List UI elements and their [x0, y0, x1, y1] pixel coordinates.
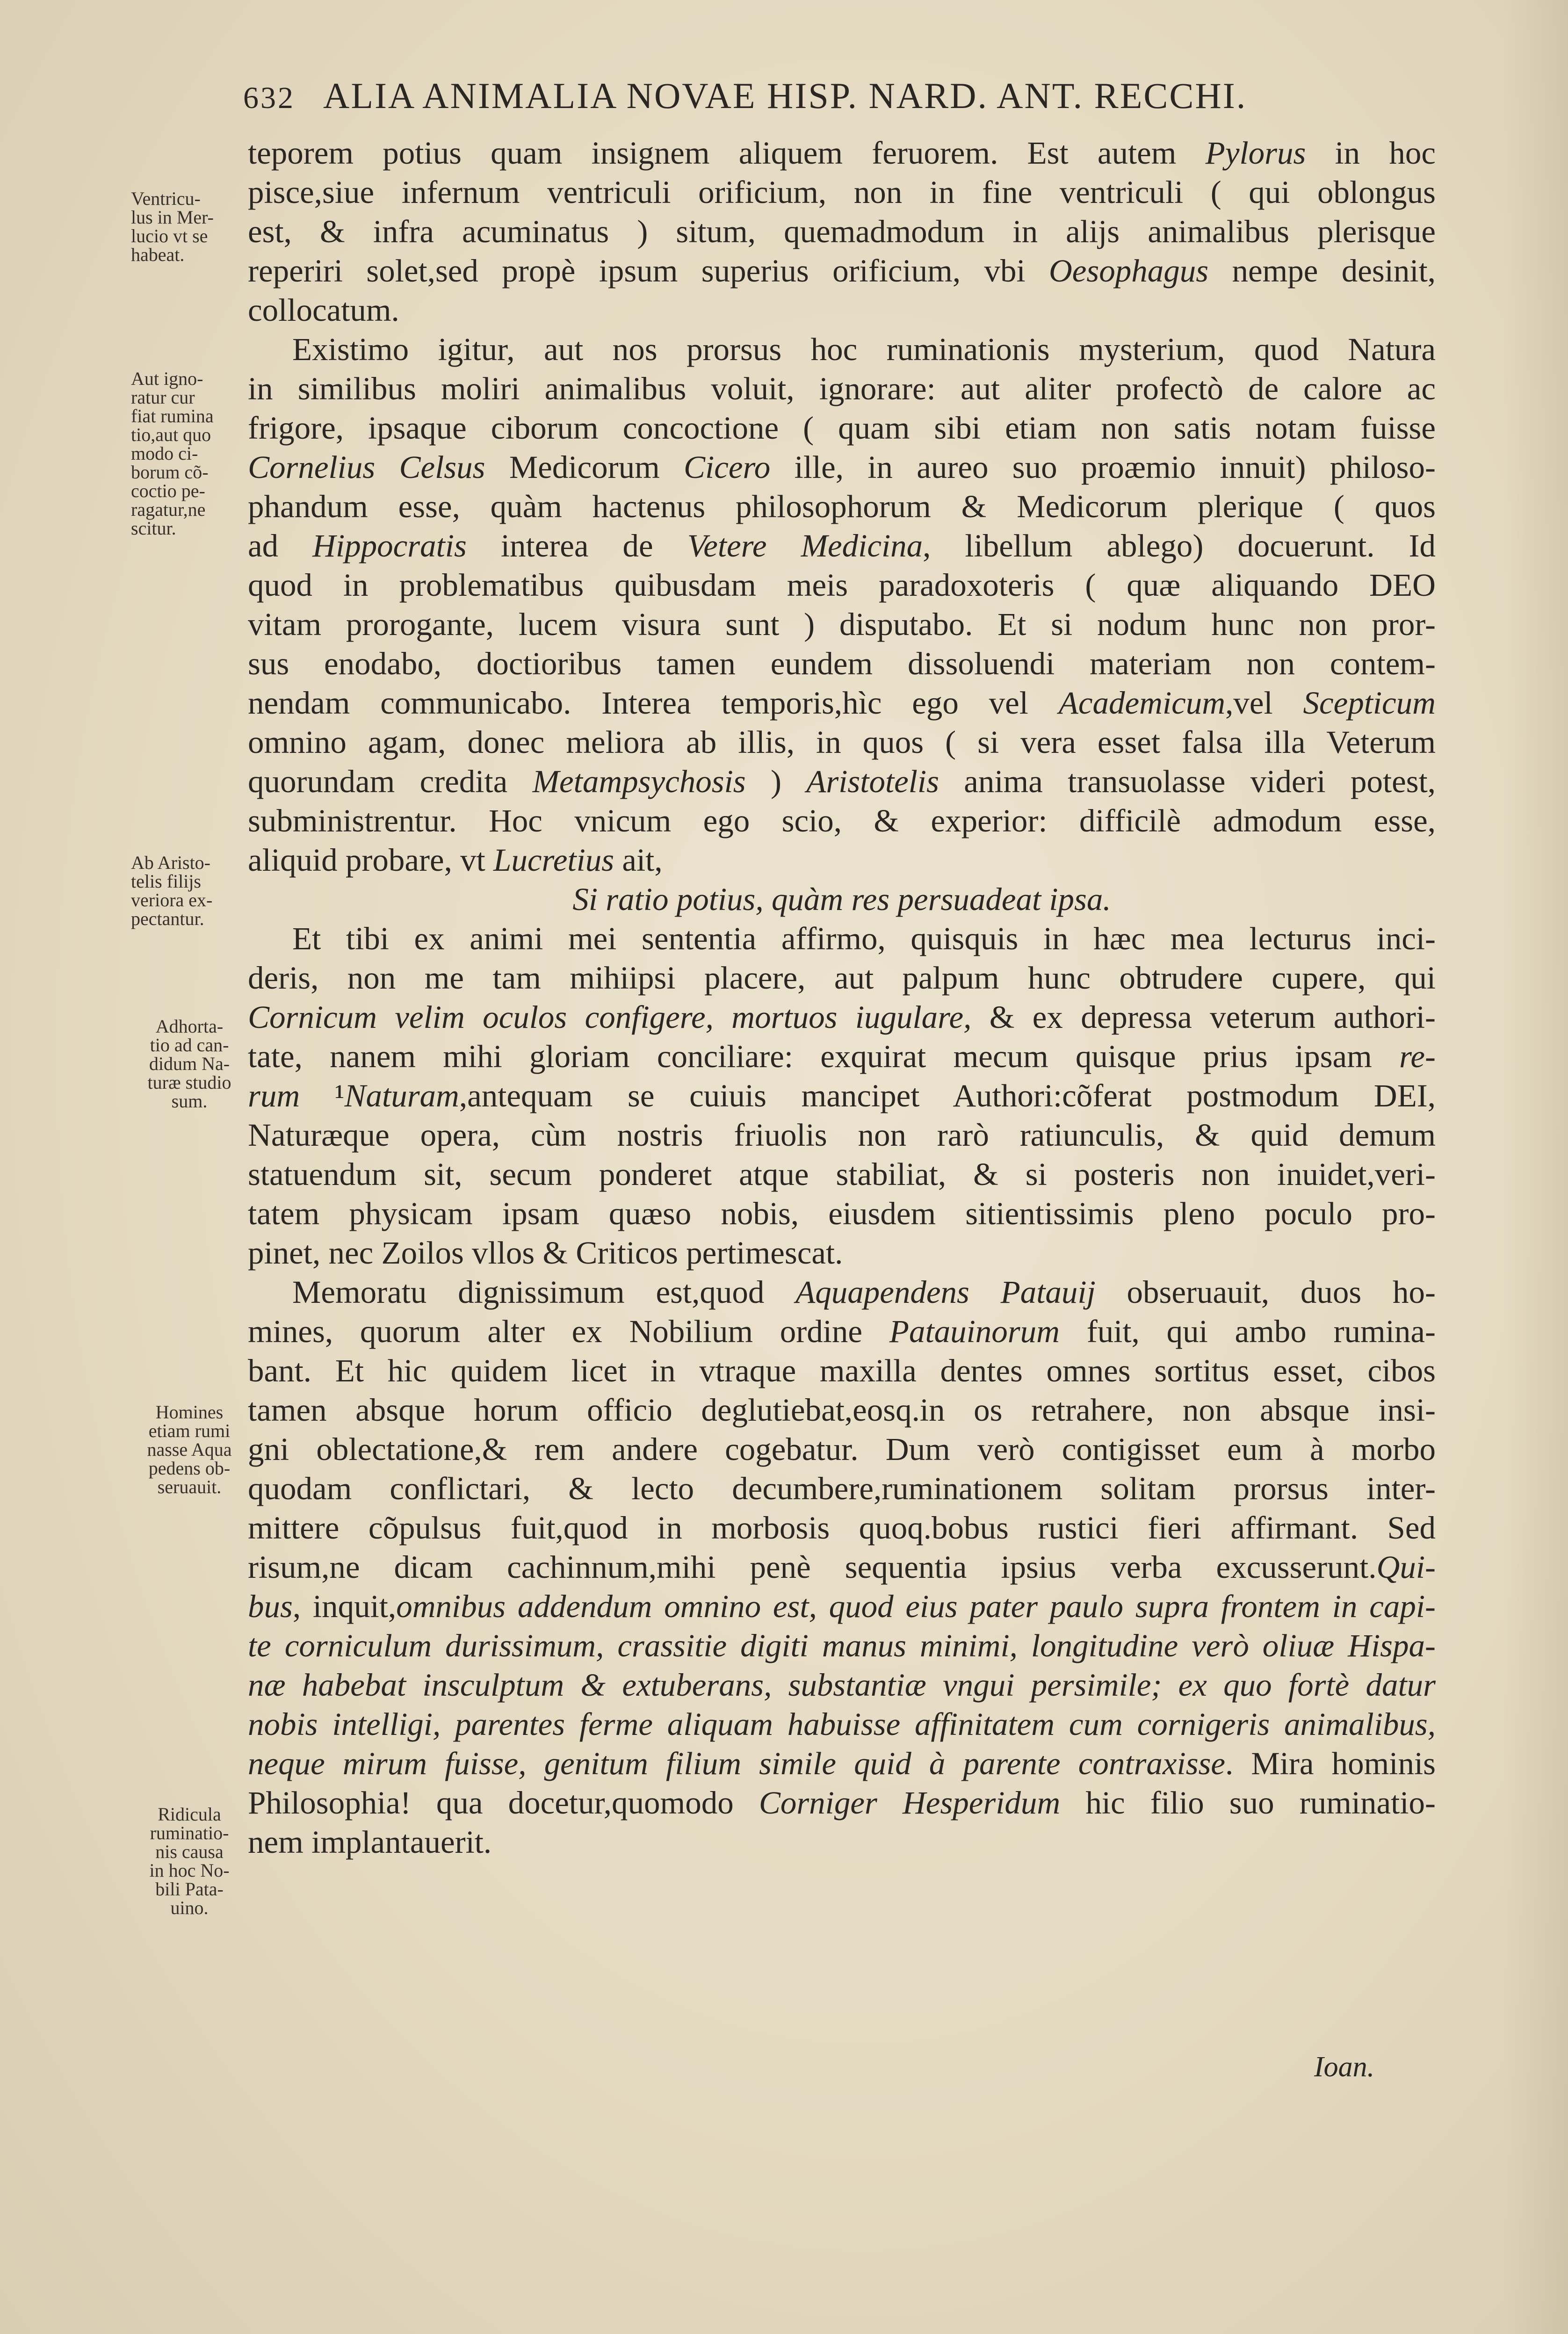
body-text: [248, 133, 1436, 1862]
text-line: [248, 1037, 1436, 1076]
roman-text: risum,ne dicam cachinnum,mihi penè sequentia ipsius verba excusserunt.: [248, 1549, 1377, 1585]
text-line: [248, 212, 1436, 251]
text-line: [248, 133, 1436, 173]
roman-text: bant. Et hic quidem licet in vtraque maxilla dentes omnes sortitus esset, cibos: [248, 1353, 1436, 1388]
text-line: [248, 369, 1436, 408]
italic-text: Corniger Hesperidum: [759, 1785, 1061, 1821]
italic-text: rum: [248, 1078, 335, 1113]
roman-text: pisce,siue infernum ventriculi orificium, non in fine ventriculi ( qui oblongus: [248, 174, 1436, 210]
text-line: [248, 1233, 1436, 1272]
roman-text: quodam conflictari, & lecto decumbere,ruminationem solitam prorsus inter-: [248, 1471, 1436, 1506]
text-line: [248, 762, 1436, 801]
roman-text: ait,: [614, 842, 663, 878]
text-line: [248, 448, 1436, 487]
text-line: [248, 880, 1436, 919]
roman-text: Et tibi ex animi mei sententia affirmo, quisquis in hæc mea lecturus inci-: [292, 921, 1436, 956]
page-header: [243, 75, 1440, 126]
italic-text: Pylorus: [1205, 135, 1306, 171]
roman-text: omnino agam, donec meliora ab illis, in quos ( si vera esset falsa illa Veterum: [248, 724, 1436, 760]
roman-text: obseruauit, duos ho-: [1095, 1274, 1436, 1310]
text-line: [248, 1587, 1436, 1626]
text-line: [248, 408, 1436, 448]
italic-text: Cicero: [684, 449, 771, 485]
roman-text: ,vel: [1225, 685, 1303, 721]
italic-text: te corniculum durissimum, crassitie digiti manus minimi, longitudine verò oliuæ Hispa-: [248, 1628, 1436, 1663]
italic-text: Naturam: [344, 1078, 459, 1113]
text-line: [248, 251, 1436, 290]
catchword: Ioan.: [1314, 2051, 1375, 2083]
text-line: [248, 1430, 1436, 1469]
italic-text: Vetere Medicina: [687, 528, 923, 564]
italic-text: næ habebat insculptum & extuberans, substantiæ vngui persimile; ex quo fortè datur: [248, 1667, 1436, 1703]
italic-text: Lucretius: [493, 842, 614, 878]
italic-text: Oesophagus: [1048, 253, 1209, 289]
roman-text: anima transuolasse videri potest,: [939, 764, 1436, 799]
italic-text: bus: [248, 1589, 293, 1624]
roman-text: fuit, qui ambo rumina-: [1059, 1314, 1436, 1349]
margin-note-adhortatio: Adhorta- tio ad can- didum Na- turæ studio sum.: [147, 1016, 231, 1112]
text-line: [248, 1155, 1436, 1194]
italic-text: Scepticum: [1303, 685, 1436, 721]
roman-text: nem implantauerit.: [248, 1824, 492, 1860]
roman-text: in similibus moliri animalibus voluit, ignorare: aut aliter profectò de calore ac: [248, 371, 1436, 406]
roman-text: aliquid probare, vt: [248, 842, 494, 878]
text-line: [248, 1115, 1436, 1155]
text-line: [248, 1508, 1436, 1547]
roman-text: quod in problematibus quibusdam meis paradoxoteris ( quæ aliquando DEO: [248, 567, 1436, 603]
text-line: [248, 1822, 1436, 1862]
text-line: [248, 1469, 1436, 1508]
text-line: [248, 173, 1436, 212]
text-line: [248, 644, 1436, 683]
roman-text: ,antequam se cuiuis mancipet Authori:cõferat postmodum DEI,: [459, 1078, 1436, 1113]
margin-note-homines: Homines etiam rumi nasse Aqua pedens ob- seruauit.: [147, 1402, 232, 1497]
text-line: [248, 565, 1436, 605]
roman-text: tamen absque horum officio deglutiebat,eosq.in os retrahere, non absque insi-: [248, 1392, 1436, 1428]
text-line: [248, 1351, 1436, 1390]
italic-text: Qui-: [1376, 1549, 1436, 1585]
roman-text: statuendum sit, secum ponderet atque stabiliat, & si posteris non inuidet,veri-: [248, 1156, 1436, 1192]
roman-text: , libellum ablego) docuerunt. Id: [923, 528, 1436, 564]
roman-text: subministrentur. Hoc vnicum ego scio, & experior: difficilè admodum esse,: [248, 803, 1436, 838]
margin-note-ventriculus: Ventricu- lus in Mer- lucio vt se habeat.: [131, 188, 214, 265]
roman-text: ¹: [334, 1078, 345, 1113]
roman-text: , inquit,: [292, 1589, 397, 1624]
italic-text: Hippocratis: [312, 528, 467, 564]
text-line: [248, 1626, 1436, 1665]
text-line: [248, 683, 1436, 723]
roman-text: phandum esse, quàm hactenus philosophorum & Medicorum plerique ( quos: [248, 489, 1436, 524]
roman-text: quorundam credita: [248, 764, 533, 799]
text-line: [248, 1705, 1436, 1744]
text-line: [248, 330, 1436, 369]
italic-text: Academicum: [1058, 685, 1226, 721]
page-number: 632: [243, 81, 295, 115]
roman-text: nendam communicabo. Interea temporis,hìc ego vel: [248, 685, 1059, 721]
text-line: [248, 487, 1436, 526]
roman-text: Memoratu dignissimum est,quod: [292, 1274, 796, 1310]
roman-text: Naturæque opera, cùm nostris friuolis non rarò ratiunculis, & quid demum: [248, 1117, 1436, 1153]
italic-text: omnibus addendum omnino est, quod eius pater paulo supra frontem in capi-: [396, 1589, 1436, 1624]
roman-text: Philosophia! qua docetur,quomodo: [248, 1785, 759, 1821]
text-line: [248, 723, 1436, 762]
roman-text: ille, in aureo suo proæmio innuit) philoso-: [770, 449, 1436, 485]
text-line: [248, 1665, 1436, 1705]
roman-text: nempe desinit,: [1208, 253, 1436, 289]
roman-text: gni oblectatione,& rem andere cogebatur. Dum verò contigisset eum à morbo: [248, 1431, 1436, 1467]
roman-text: est, & infra acuminatus ) situm, quemadmodum in alijs animalibus plerisque: [248, 214, 1436, 249]
italic-text: Aquapendens Patauij: [795, 1274, 1096, 1310]
roman-text: reperiri solet,sed propè ipsum superius orificium, vbi: [248, 253, 1049, 289]
italic-text: Metampsychosis: [532, 764, 746, 799]
running-title: ALIA ANIMALIA NOVAE HISP. NARD. ANT. RECCHI.: [323, 75, 1247, 116]
text-line: [248, 1547, 1436, 1587]
text-line: [248, 801, 1436, 840]
italic-text: Cornicum velim oculos configere, mortuos iugulare,: [248, 999, 972, 1035]
margin-note-aristotelis: Ab Aristo- telis filijs veriora ex- pectantur.: [131, 852, 213, 929]
roman-text: Medicorum: [485, 449, 684, 485]
text-line: [248, 958, 1436, 997]
roman-text: sus enodabo, doctioribus tamen eundem dissoluendi materiam non contem-: [248, 646, 1436, 681]
text-line: [248, 1076, 1436, 1115]
roman-text: deris, non me tam mihiipsi placere, aut palpum hunc obtrudere cupere, qui: [248, 960, 1436, 996]
text-line: [248, 919, 1436, 958]
roman-text: ad: [248, 528, 313, 564]
text-line: [248, 1194, 1436, 1233]
italic-text: nobis intelligi, parentes ferme aliquam habuisse affinitatem cum cornigeris animalibus,: [248, 1706, 1436, 1742]
text-line: [248, 1312, 1436, 1351]
text-line: [248, 997, 1436, 1037]
roman-text: tatem physicam ipsam quæso nobis, eiusdem sitientissimis pleno poculo pro-: [248, 1196, 1436, 1231]
text-line: [248, 840, 1436, 880]
roman-text: collocatum.: [248, 292, 399, 328]
text-line: [248, 1272, 1436, 1312]
text-line: [248, 290, 1436, 330]
roman-text: frigore, ipsaque ciborum concoctione ( quam sibi etiam non satis notam fuisse: [248, 410, 1436, 446]
text-line: [248, 1783, 1436, 1822]
roman-text: mittere cõpulsus fuit,quod in morbosis quoq.bobus rustici fieri affirmant. Sed: [248, 1510, 1436, 1546]
margin-note-ruminatio: Aut igno- ratur cur fiat rumina tio,aut quo modo ci- borum cõ- coctio pe- ragatur,ne scitur.: [131, 368, 214, 539]
text-line: [248, 526, 1436, 565]
italic-text: Si ratio potius, quàm res persuadeat ipsa.: [572, 882, 1111, 917]
italic-text: Patauinorum: [889, 1314, 1060, 1349]
text-line: [248, 1744, 1436, 1783]
italic-text: Aristotelis: [806, 764, 939, 799]
roman-text: in hoc: [1306, 135, 1436, 171]
roman-text: interea de: [466, 528, 687, 564]
roman-text: Existimo igitur, aut nos prorsus hoc ruminationis mysterium, quod Natura: [292, 332, 1436, 367]
roman-text: pinet, nec Zoilos vllos & Criticos pertimescat.: [248, 1235, 843, 1271]
text-line: [248, 605, 1436, 644]
roman-text: mines, quorum alter ex Nobilium ordine: [248, 1314, 889, 1349]
roman-text: & ex depressa veterum authori-: [971, 999, 1436, 1035]
roman-text: vitam prorogante, lucem visura sunt ) disputabo. Et si nodum hunc non pror-: [248, 607, 1436, 642]
roman-text: ): [745, 764, 807, 799]
italic-text: Cornelius Celsus: [248, 449, 485, 485]
page-edge-shadow: [1503, 0, 1568, 2334]
roman-text: . Mira hominis: [1225, 1746, 1436, 1781]
margin-note-ridicula: Ridicula ruminatio- nis causa in hoc No- bili Pata- uino.: [149, 1804, 230, 1918]
roman-text: teporem potius quam insignem aliquem feruorem. Est autem: [248, 135, 1206, 171]
italic-text: neque mirum fuisse, genitum filium simile quid à parente contraxisse: [248, 1746, 1226, 1781]
roman-text: hic filio suo ruminatio-: [1060, 1785, 1436, 1821]
roman-text: tate, nanem mihi gloriam conciliare: exquirat mecum quisque prius ipsam: [248, 1039, 1400, 1074]
italic-text: re-: [1399, 1039, 1436, 1074]
text-line: [248, 1390, 1436, 1430]
